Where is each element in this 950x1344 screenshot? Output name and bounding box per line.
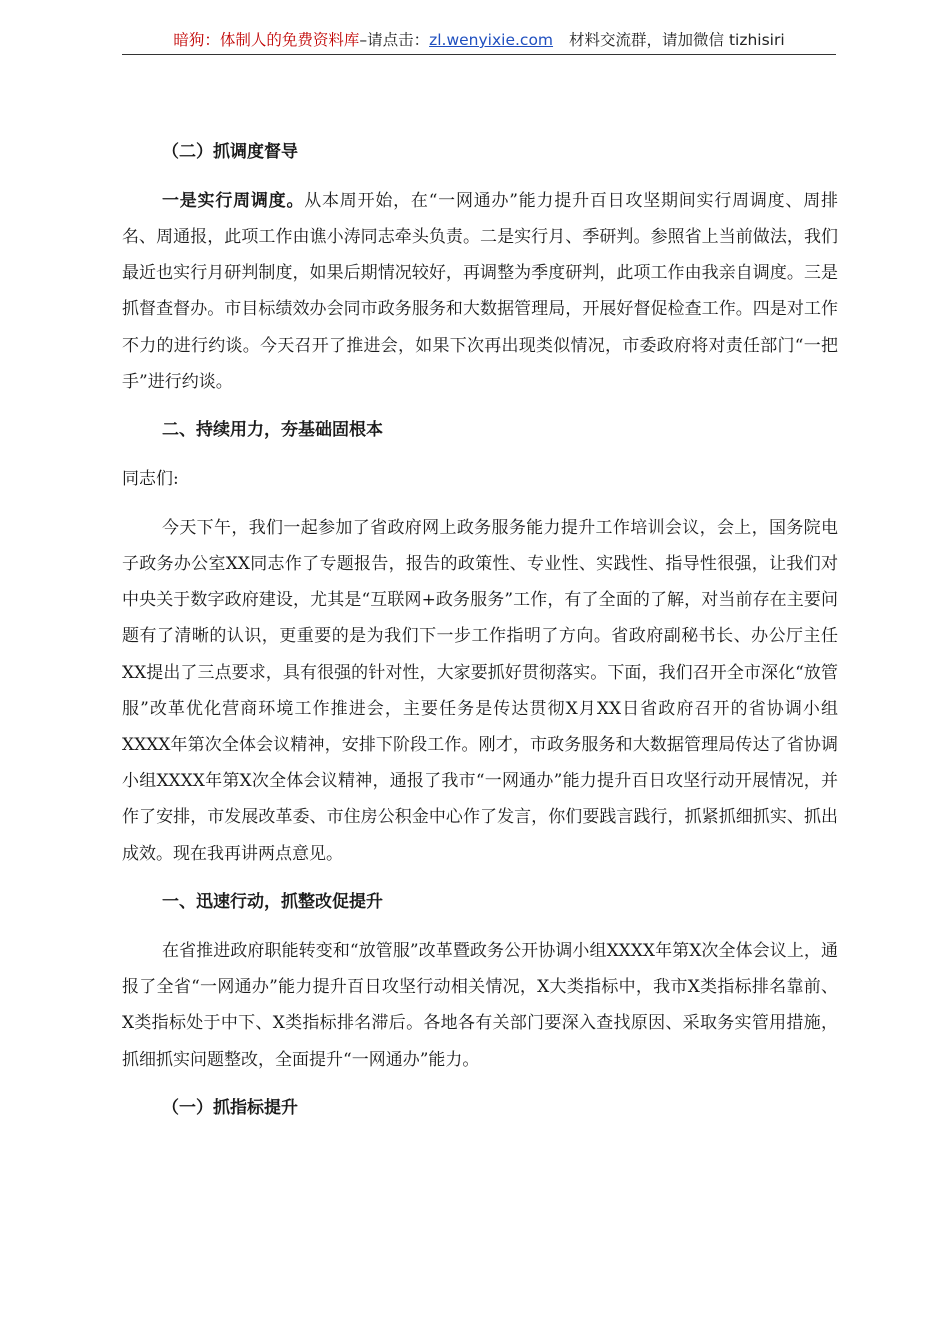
paragraph-lead: 一是实行周调度。	[162, 190, 305, 211]
site-name: 暗狗：体制人的免费资料库	[173, 31, 360, 49]
wechat-note: 材料交流群，请加微信 tizhisiri	[569, 31, 785, 49]
click-prompt: –请点击：	[359, 31, 430, 49]
document-body	[122, 134, 838, 1139]
paragraph-text: 从本周开始，在“一网通办”能力提升百日攻坚期间实行周调度、周排名、周通报，此项工作由谯小涛同志牵头负责。二是实行月、季研判。参照省上当前做法，我们最近也实行月研判制度，如果后期情况较好，再调整为季度研判，此项工作由我亲自调度。三是抓督查督办。市目标绩效办会同市政务服务和大数据管理局，开展好督促检查工作。四是对工作不力的进行约谈。今天召开了推进会，如果下次再出现类似情况，市委政府将对责任部门“一把手”进行约谈。	[122, 190, 838, 392]
paragraph-ranking: 在省推进政府职能转变和“放管服”改革暨政务公开协调小组XXXX年第X次全体会议上，通报了全省“一网通办”能力提升百日攻坚行动相关情况，X大类指标中，我市X类指标排名靠前、X类指标处于中下、X类指标排名滞后。各地各有关部门要深入查找原因、采取务实管用措施，抓细抓实问题整改，全面提升“一网通办”能力。	[122, 941, 838, 1070]
paragraph-intro: 今天下午，我们一起参加了省政府网上政务服务能力提升工作培训会议，会上，国务院电子政务办公室XX同志作了专题报告，报告的政策性、专业性、实践性、指导性很强，让我们对中央关于数字政府建设，尤其是“互联网+政务服务”工作，有了全面的了解，对当前存在主要问题有了清晰的认识，更重要的是为我们下一步工作指明了方向。省政府副秘书长、办公厅主任XX提出了三点要求，具有很强的针对性，大家要抓好贯彻落实。下面，我们召开全市深化“放管服”改革优化营商环境工作推进会，主要任务是传达贯彻X月XX日省政府召开的省协调小组XXXX年第次全体会议精神，安排下阶段工作。刚才，市政务服务和大数据管理局传达了省协调小组XXXX年第X次全体会议精神，通报了我市“一网通办”能力提升百日攻坚行动开展情况，并作了安排，市发展改革委、市住房公积金中心作了发言，你们要践言践行，抓紧抓细抓实、抓出成效。现在我再讲两点意见。	[122, 517, 838, 864]
section-heading-1-1: （一）抓指标提升	[162, 1098, 298, 1119]
section-heading-1: 一、迅速行动，抓整改促提升	[162, 892, 383, 913]
salutation: 同志们:	[122, 469, 179, 490]
page-header	[122, 28, 836, 55]
section-heading-1-2: （二）抓调度督导	[162, 142, 298, 162]
section-heading-2: 二、持续用力，夯基础固根本	[162, 420, 383, 441]
paragraph-weekly-dispatch	[122, 183, 838, 400]
site-link[interactable]: zl.wenyixie.com	[429, 31, 554, 49]
